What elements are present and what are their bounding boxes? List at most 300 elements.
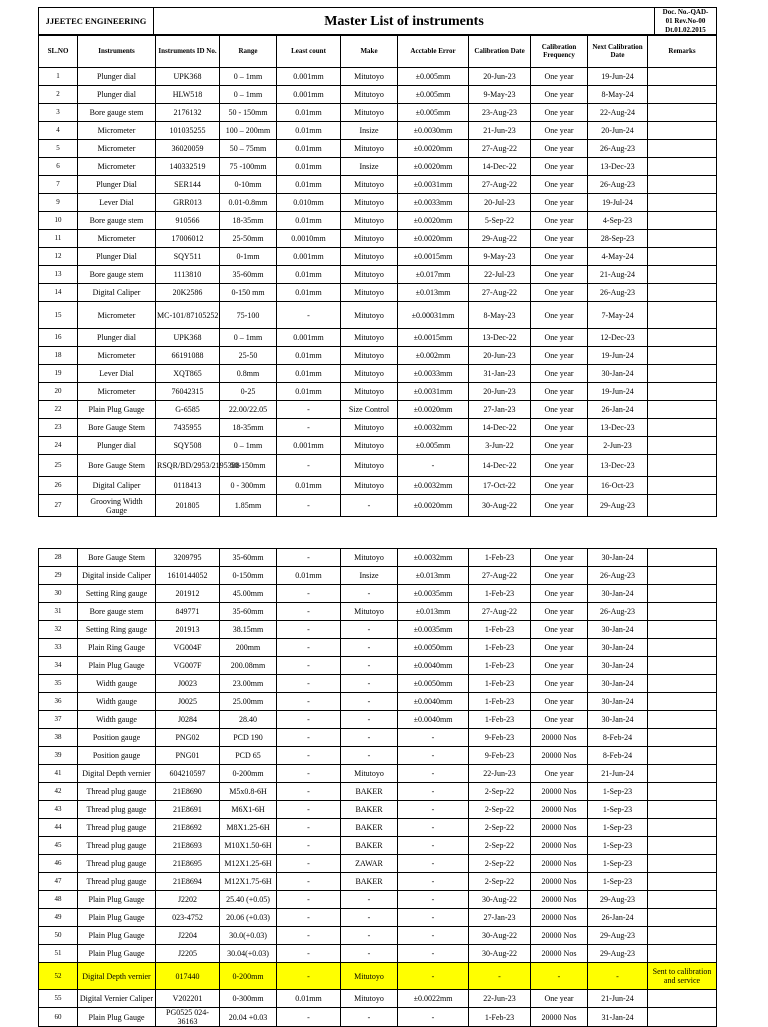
cell-instrument-id: 604210597 xyxy=(156,765,220,783)
cell-calibration-date: 23-Aug-23 xyxy=(469,104,531,122)
cell-calibration-frequency: 20000 Nos xyxy=(531,873,588,891)
cell-remarks xyxy=(648,549,717,567)
cell-remarks xyxy=(648,140,717,158)
cell-instrument: Plunger Dial xyxy=(78,248,156,266)
cell-calibration-date: 22-Jul-23 xyxy=(469,266,531,284)
cell-instrument: Thread plug gauge xyxy=(78,819,156,837)
cell-least-count: - xyxy=(277,603,341,621)
cell-remarks xyxy=(648,401,717,419)
cell-calibration-frequency: One year xyxy=(531,693,588,711)
cell-sl-no: 55 xyxy=(39,990,78,1008)
cell-remarks xyxy=(648,909,717,927)
cell-instrument: Setting Ring gauge xyxy=(78,585,156,603)
cell-acceptable-error: ±0.0032mm xyxy=(398,419,469,437)
cell-instrument-id: SQY511 xyxy=(156,248,220,266)
cell-instrument: Plunger dial xyxy=(78,68,156,86)
cell-remarks xyxy=(648,657,717,675)
cell-calibration-date: 5-Sep-22 xyxy=(469,212,531,230)
cell-least-count: 0.001mm xyxy=(277,86,341,104)
cell-instrument: Micrometer xyxy=(78,122,156,140)
cell-instrument: Setting Ring gauge xyxy=(78,621,156,639)
cell-remarks xyxy=(648,477,717,495)
cell-least-count: 0.01mm xyxy=(277,284,341,302)
table-row xyxy=(39,140,717,158)
cell-make: Mitutoyo xyxy=(341,347,398,365)
col-header-calibration-date: Calibration Date xyxy=(469,35,531,68)
cell-calibration-date: 14-Dec-22 xyxy=(469,419,531,437)
cell-least-count: 0.01mm xyxy=(277,104,341,122)
table-row xyxy=(39,765,717,783)
cell-acceptable-error: ±0.002mm xyxy=(398,347,469,365)
cell-range: M5x0.8-6H xyxy=(220,783,277,801)
cell-sl-no: 24 xyxy=(39,437,78,455)
cell-make: Mitutoyo xyxy=(341,230,398,248)
cell-range: 22.00/22.05 xyxy=(220,401,277,419)
cell-remarks xyxy=(648,945,717,963)
cell-least-count: - xyxy=(277,945,341,963)
table-row xyxy=(39,284,717,302)
cell-range: 0 – 1mm xyxy=(220,437,277,455)
cell-remarks xyxy=(648,383,717,401)
cell-least-count: 0.01mm xyxy=(277,990,341,1008)
cell-instrument: Micrometer xyxy=(78,347,156,365)
cell-instrument-id: SER144 xyxy=(156,176,220,194)
cell-make: - xyxy=(341,1008,398,1027)
cell-acceptable-error: ±0.0020mm xyxy=(398,230,469,248)
cell-sl-no: 44 xyxy=(39,819,78,837)
cell-least-count: - xyxy=(277,495,341,517)
cell-calibration-date: 30-Aug-22 xyxy=(469,945,531,963)
cell-acceptable-error: - xyxy=(398,837,469,855)
cell-calibration-frequency: 20000 Nos xyxy=(531,891,588,909)
cell-next-calibration-date: 1-Sep-23 xyxy=(588,783,648,801)
cell-acceptable-error: - xyxy=(398,855,469,873)
table-row xyxy=(39,122,717,140)
cell-make: Insize xyxy=(341,158,398,176)
cell-range: 25.40 (+0.05) xyxy=(220,891,277,909)
cell-acceptable-error: ±0.0020mm xyxy=(398,158,469,176)
table-row xyxy=(39,455,717,477)
cell-sl-no: 49 xyxy=(39,909,78,927)
table-row xyxy=(39,230,717,248)
cell-instrument-id: PNG01 xyxy=(156,747,220,765)
cell-calibration-date: 27-Jan-23 xyxy=(469,909,531,927)
cell-least-count: 0.01mm xyxy=(277,140,341,158)
cell-sl-no: 37 xyxy=(39,711,78,729)
cell-instrument: Thread plug gauge xyxy=(78,837,156,855)
cell-instrument: Width gauge xyxy=(78,711,156,729)
cell-make: BAKER xyxy=(341,837,398,855)
cell-sl-no: 31 xyxy=(39,603,78,621)
cell-instrument-id: J2204 xyxy=(156,927,220,945)
cell-calibration-frequency: One year xyxy=(531,212,588,230)
cell-calibration-date: 14-Dec-22 xyxy=(469,158,531,176)
cell-make: BAKER xyxy=(341,783,398,801)
cell-instrument-id: J0284 xyxy=(156,711,220,729)
cell-range: 0.01-0.8mm xyxy=(220,194,277,212)
cell-remarks xyxy=(648,603,717,621)
table-row xyxy=(39,86,717,104)
cell-instrument-id: J0025 xyxy=(156,693,220,711)
cell-sl-no: 47 xyxy=(39,873,78,891)
cell-instrument: Digital Vernier Caliper xyxy=(78,990,156,1008)
cell-range: 0 – 1mm xyxy=(220,329,277,347)
cell-acceptable-error: - xyxy=(398,927,469,945)
cell-sl-no: 16 xyxy=(39,329,78,347)
cell-next-calibration-date: 19-Jun-24 xyxy=(588,383,648,401)
cell-make: Mitutoyo xyxy=(341,194,398,212)
cell-instrument: Plunger dial xyxy=(78,329,156,347)
cell-calibration-date: 8-May-23 xyxy=(469,302,531,329)
cell-calibration-frequency: One year xyxy=(531,284,588,302)
cell-remarks xyxy=(648,176,717,194)
cell-calibration-frequency: One year xyxy=(531,621,588,639)
cell-instrument: Digital Depth vernier xyxy=(78,963,156,990)
cell-calibration-frequency: One year xyxy=(531,711,588,729)
cell-make: BAKER xyxy=(341,819,398,837)
cell-acceptable-error: ±0.0031mm xyxy=(398,176,469,194)
cell-remarks xyxy=(648,693,717,711)
cell-sl-no: 35 xyxy=(39,675,78,693)
document-title: Master List of instruments xyxy=(154,8,655,36)
cell-calibration-date: 2-Sep-22 xyxy=(469,819,531,837)
cell-acceptable-error: ±0.013mm xyxy=(398,603,469,621)
cell-calibration-date: 1-Feb-23 xyxy=(469,639,531,657)
cell-calibration-frequency: 20000 Nos xyxy=(531,945,588,963)
cell-calibration-frequency: 20000 Nos xyxy=(531,783,588,801)
cell-instrument-id: 2176132 xyxy=(156,104,220,122)
cell-range: 0 - 300mm xyxy=(220,477,277,495)
cell-next-calibration-date: 8-May-24 xyxy=(588,86,648,104)
cell-least-count: - xyxy=(277,909,341,927)
cell-calibration-frequency: One year xyxy=(531,401,588,419)
cell-instrument-id: 21E8691 xyxy=(156,801,220,819)
cell-least-count: - xyxy=(277,765,341,783)
cell-make: Mitutoyo xyxy=(341,990,398,1008)
cell-calibration-frequency: One year xyxy=(531,104,588,122)
cell-calibration-frequency: 20000 Nos xyxy=(531,747,588,765)
cell-sl-no: 15 xyxy=(39,302,78,329)
cell-range: 30.0(+0.03) xyxy=(220,927,277,945)
col-header-make: Make xyxy=(341,35,398,68)
cell-calibration-frequency: One year xyxy=(531,437,588,455)
cell-instrument: Bore Gauge Stem xyxy=(78,455,156,477)
revision-number: 01 Rev.No-00 xyxy=(665,17,706,25)
cell-acceptable-error: ±0.0040mm xyxy=(398,693,469,711)
cell-least-count: 0.01mm xyxy=(277,266,341,284)
cell-remarks xyxy=(648,639,717,657)
cell-calibration-date: - xyxy=(469,963,531,990)
cell-acceptable-error: ±0.0035mm xyxy=(398,621,469,639)
company-name: JJEETEC ENGINEERING xyxy=(39,8,154,36)
cell-least-count: - xyxy=(277,927,341,945)
cell-instrument-id: V202201 xyxy=(156,990,220,1008)
cell-remarks xyxy=(648,891,717,909)
table-row xyxy=(39,603,717,621)
cell-instrument-id: SQY508 xyxy=(156,437,220,455)
cell-range: 0-10mm xyxy=(220,176,277,194)
cell-next-calibration-date: 29-Aug-23 xyxy=(588,945,648,963)
cell-make: Size Control xyxy=(341,401,398,419)
col-header-next-calibration-date: Next Calibration Date xyxy=(588,35,648,68)
cell-range: M8X1.25-6H xyxy=(220,819,277,837)
cell-instrument: Plain Plug Gauge xyxy=(78,401,156,419)
cell-instrument: Micrometer xyxy=(78,158,156,176)
cell-instrument: Digital Caliper xyxy=(78,284,156,302)
table-row xyxy=(39,347,717,365)
cell-make: - xyxy=(341,711,398,729)
cell-range: 200mm xyxy=(220,639,277,657)
table-row xyxy=(39,302,717,329)
cell-calibration-frequency: One year xyxy=(531,675,588,693)
cell-calibration-frequency: One year xyxy=(531,585,588,603)
cell-remarks xyxy=(648,266,717,284)
cell-instrument: Bore Gauge Stem xyxy=(78,549,156,567)
cell-calibration-frequency: 20000 Nos xyxy=(531,1008,588,1027)
table-row xyxy=(39,675,717,693)
cell-next-calibration-date: 30-Jan-24 xyxy=(588,711,648,729)
cell-acceptable-error: - xyxy=(398,909,469,927)
cell-calibration-date: 30-Aug-22 xyxy=(469,495,531,517)
cell-range: 35-60mm xyxy=(220,266,277,284)
cell-instrument-id: 7435955 xyxy=(156,419,220,437)
cell-calibration-frequency: One year xyxy=(531,266,588,284)
cell-instrument-id: 023-4752 xyxy=(156,909,220,927)
cell-calibration-frequency: One year xyxy=(531,140,588,158)
cell-acceptable-error: ±0.0030mm xyxy=(398,122,469,140)
cell-calibration-frequency: One year xyxy=(531,495,588,517)
cell-range: 0-150 mm xyxy=(220,284,277,302)
document-number-box xyxy=(655,8,717,36)
cell-calibration-frequency: One year xyxy=(531,122,588,140)
cell-instrument: Micrometer xyxy=(78,140,156,158)
table-row xyxy=(39,783,717,801)
cell-instrument-id: J0023 xyxy=(156,675,220,693)
cell-least-count: 0.01mm xyxy=(277,212,341,230)
cell-next-calibration-date: 16-Oct-23 xyxy=(588,477,648,495)
cell-sl-no: 22 xyxy=(39,401,78,419)
cell-calibration-date: 9-Feb-23 xyxy=(469,747,531,765)
table-row xyxy=(39,927,717,945)
cell-instrument: Plain Plug Gauge xyxy=(78,657,156,675)
cell-make: Mitutoyo xyxy=(341,248,398,266)
col-header-range: Range xyxy=(220,35,277,68)
cell-sl-no: 36 xyxy=(39,693,78,711)
cell-calibration-date: 9-May-23 xyxy=(469,248,531,266)
cell-sl-no: 13 xyxy=(39,266,78,284)
cell-calibration-date: 1-Feb-23 xyxy=(469,1008,531,1027)
cell-make: Mitutoyo xyxy=(341,549,398,567)
table-row xyxy=(39,495,717,517)
cell-calibration-date: 2-Sep-22 xyxy=(469,837,531,855)
cell-sl-no: 20 xyxy=(39,383,78,401)
table-row xyxy=(39,909,717,927)
cell-next-calibration-date: 19-Jun-24 xyxy=(588,68,648,86)
cell-instrument-id: XQT865 xyxy=(156,365,220,383)
cell-remarks xyxy=(648,801,717,819)
col-header-acceptable-error: Acctable Error xyxy=(398,35,469,68)
cell-least-count: - xyxy=(277,621,341,639)
cell-sl-no: 6 xyxy=(39,158,78,176)
cell-range: 30.04(+0.03) xyxy=(220,945,277,963)
cell-acceptable-error: - xyxy=(398,455,469,477)
cell-calibration-date: 1-Feb-23 xyxy=(469,549,531,567)
cell-sl-no: 51 xyxy=(39,945,78,963)
cell-range: 0.8mm xyxy=(220,365,277,383)
cell-calibration-date: 27-Aug-22 xyxy=(469,284,531,302)
cell-next-calibration-date: 1-Sep-23 xyxy=(588,873,648,891)
table-row xyxy=(39,621,717,639)
cell-remarks xyxy=(648,1008,717,1027)
cell-make: - xyxy=(341,621,398,639)
cell-acceptable-error: ±0.0033mm xyxy=(398,194,469,212)
cell-least-count: - xyxy=(277,693,341,711)
cell-acceptable-error: - xyxy=(398,747,469,765)
cell-calibration-date: 22-Jun-23 xyxy=(469,765,531,783)
cell-instrument: Plain Plug Gauge xyxy=(78,909,156,927)
cell-calibration-frequency: 20000 Nos xyxy=(531,855,588,873)
cell-range: 0 – 1mm xyxy=(220,86,277,104)
cell-sl-no: 33 xyxy=(39,639,78,657)
cell-instrument-id: 21E8693 xyxy=(156,837,220,855)
cell-remarks xyxy=(648,585,717,603)
cell-calibration-date: 27-Aug-22 xyxy=(469,603,531,621)
cell-instrument: Lever Dial xyxy=(78,365,156,383)
cell-acceptable-error: ±0.0040mm xyxy=(398,711,469,729)
table-row xyxy=(39,819,717,837)
cell-range: 18-35mm xyxy=(220,419,277,437)
cell-calibration-date: 20-Jun-23 xyxy=(469,347,531,365)
cell-acceptable-error: ±0.0015mm xyxy=(398,329,469,347)
cell-instrument: Thread plug gauge xyxy=(78,873,156,891)
table-row xyxy=(39,158,717,176)
cell-acceptable-error: ±0.0015mm xyxy=(398,248,469,266)
cell-least-count: 0.0010mm xyxy=(277,230,341,248)
cell-calibration-frequency: 20000 Nos xyxy=(531,909,588,927)
cell-acceptable-error: ±0.017mm xyxy=(398,266,469,284)
cell-next-calibration-date: 22-Aug-24 xyxy=(588,104,648,122)
cell-acceptable-error: ±0.0033mm xyxy=(398,365,469,383)
cell-sl-no: 5 xyxy=(39,140,78,158)
cell-acceptable-error: ±0.0031mm xyxy=(398,383,469,401)
cell-make: - xyxy=(341,639,398,657)
cell-calibration-date: 9-Feb-23 xyxy=(469,729,531,747)
cell-make: Mitutoyo xyxy=(341,104,398,122)
table-row xyxy=(39,585,717,603)
cell-acceptable-error: ±0.0050mm xyxy=(398,639,469,657)
cell-instrument: Plain Plug Gauge xyxy=(78,945,156,963)
cell-instrument: Plain Ring Gauge xyxy=(78,639,156,657)
table-row xyxy=(39,855,717,873)
cell-least-count: - xyxy=(277,657,341,675)
cell-range: 20.06 (+0.03) xyxy=(220,909,277,927)
table-row xyxy=(39,801,717,819)
cell-remarks xyxy=(648,437,717,455)
cell-least-count: 0.01mm xyxy=(277,365,341,383)
cell-next-calibration-date: 21-Aug-24 xyxy=(588,266,648,284)
cell-acceptable-error: - xyxy=(398,801,469,819)
cell-calibration-frequency: 20000 Nos xyxy=(531,927,588,945)
cell-remarks xyxy=(648,711,717,729)
col-header-calibration-frequency: Calibration Frequency xyxy=(531,35,588,68)
cell-acceptable-error: ±0.0020mm xyxy=(398,140,469,158)
cell-sl-no: 3 xyxy=(39,104,78,122)
cell-calibration-date: 1-Feb-23 xyxy=(469,585,531,603)
cell-next-calibration-date: 29-Aug-23 xyxy=(588,891,648,909)
cell-instrument-id: 1113810 xyxy=(156,266,220,284)
cell-least-count: 0.001mm xyxy=(277,248,341,266)
cell-remarks xyxy=(648,347,717,365)
cell-acceptable-error: ±0.0032mm xyxy=(398,477,469,495)
cell-next-calibration-date: 7-May-24 xyxy=(588,302,648,329)
cell-calibration-date: 27-Jan-23 xyxy=(469,401,531,419)
cell-calibration-date: 2-Sep-22 xyxy=(469,783,531,801)
cell-range: 18-35mm xyxy=(220,212,277,230)
cell-remarks xyxy=(648,783,717,801)
cell-acceptable-error: ±0.005mm xyxy=(398,68,469,86)
cell-least-count: - xyxy=(277,549,341,567)
cell-least-count: - xyxy=(277,455,341,477)
cell-instrument-id: 910566 xyxy=(156,212,220,230)
cell-range: 50 - 150mm xyxy=(220,104,277,122)
table-row xyxy=(39,329,717,347)
cell-calibration-date: 1-Feb-23 xyxy=(469,657,531,675)
cell-acceptable-error: - xyxy=(398,819,469,837)
cell-range: 25-50 xyxy=(220,347,277,365)
cell-next-calibration-date: 26-Aug-23 xyxy=(588,284,648,302)
table-row xyxy=(39,711,717,729)
cell-next-calibration-date: 26-Aug-23 xyxy=(588,603,648,621)
cell-next-calibration-date: 13-Dec-23 xyxy=(588,158,648,176)
cell-make: Mitutoyo xyxy=(341,477,398,495)
col-header-instrument-id: Instruments ID No. xyxy=(156,35,220,68)
cell-next-calibration-date: 8-Feb-24 xyxy=(588,729,648,747)
cell-range: 38.15mm xyxy=(220,621,277,639)
cell-make: - xyxy=(341,585,398,603)
cell-instrument-id: 017440 xyxy=(156,963,220,990)
cell-range: 75 -100mm xyxy=(220,158,277,176)
cell-range: M10X1.50-6H xyxy=(220,837,277,855)
cell-make: Mitutoyo xyxy=(341,68,398,86)
cell-calibration-frequency: 20000 Nos xyxy=(531,801,588,819)
cell-acceptable-error: - xyxy=(398,729,469,747)
cell-sl-no: 14 xyxy=(39,284,78,302)
table-row xyxy=(39,990,717,1008)
cell-sl-no: 19 xyxy=(39,365,78,383)
cell-make: - xyxy=(341,891,398,909)
cell-range: 25.00mm xyxy=(220,693,277,711)
cell-sl-no: 25 xyxy=(39,455,78,477)
cell-calibration-frequency: One year xyxy=(531,347,588,365)
cell-instrument: Bore gauge stem xyxy=(78,266,156,284)
cell-calibration-date: 3-Jun-22 xyxy=(469,437,531,455)
cell-calibration-frequency: One year xyxy=(531,765,588,783)
cell-calibration-date: 20-Jun-23 xyxy=(469,68,531,86)
cell-next-calibration-date: 26-Aug-23 xyxy=(588,567,648,585)
col-header-instruments: Instruments xyxy=(78,35,156,68)
cell-acceptable-error: - xyxy=(398,873,469,891)
cell-next-calibration-date: 1-Sep-23 xyxy=(588,819,648,837)
table-row xyxy=(39,383,717,401)
cell-range: 0 – 1mm xyxy=(220,68,277,86)
cell-instrument-id: RSQR/BD/2953/2195388 xyxy=(156,455,220,477)
cell-remarks xyxy=(648,927,717,945)
cell-least-count: - xyxy=(277,891,341,909)
table-row xyxy=(39,477,717,495)
cell-calibration-frequency: - xyxy=(531,963,588,990)
cell-sl-no: 10 xyxy=(39,212,78,230)
cell-make: Insize xyxy=(341,567,398,585)
